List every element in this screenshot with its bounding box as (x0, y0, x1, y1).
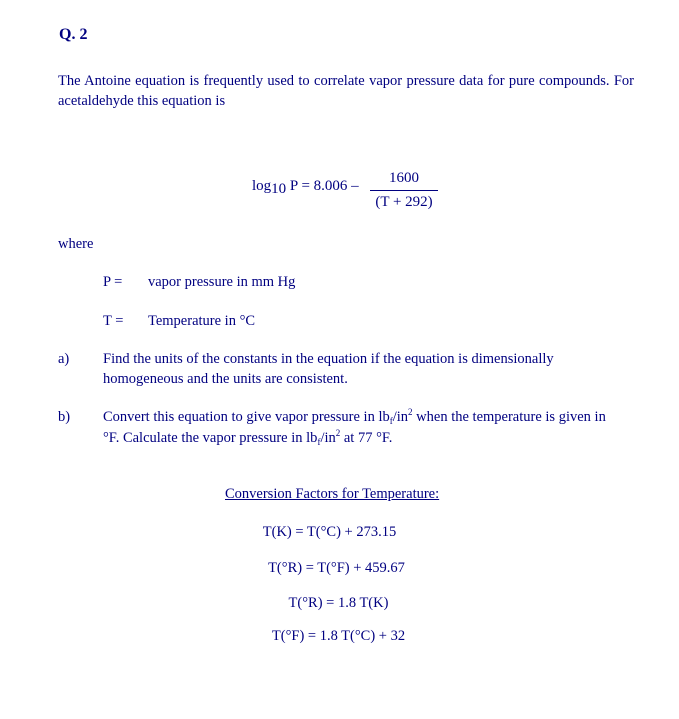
part-b-text: Convert this equation to give vapor pressure in $lb_f/in^2$ when the temperature is given in °F. Calculate the vapor pressure in $lb_f/in^2$ at 77 °F. (103, 407, 606, 447)
fraction-numerator: 1600 (370, 170, 438, 191)
conversion-formula-1: T(K) = T(°C) + 273.15 (262, 524, 397, 540)
conversion-formula-3: T(°R) = 1.8 T(K) (288, 595, 389, 611)
part-b-label: b) (58, 409, 71, 425)
definition-meaning-t: Temperature in °C (148, 313, 256, 329)
part-a-text: Find the units of the constants in the equation if the equation is dimensionally homogeneous and the units are consistent. (103, 351, 554, 387)
definition-meaning-p: vapor pressure in mm Hg (148, 274, 296, 290)
log-text: log (252, 178, 272, 194)
conversion-formula-2: T(°R) = T(°F) + 459.67 (268, 560, 405, 576)
definition-symbol-p: P = (103, 274, 123, 290)
conversion-formula-4: T(°F) = 1.8 T(°C) + 32 (271, 628, 406, 644)
intro-paragraph: The Antoine equation is frequently used to correlate vapor pressure data for pure compounds. For acetaldehyde this equation is (58, 73, 634, 109)
definition-symbol-t: T = (103, 313, 124, 329)
log-base: 10 (271, 181, 287, 197)
equation-rest: P = 8.006 – (286, 178, 359, 194)
equation-lhs (252, 178, 359, 195)
fraction-denominator: (T + 292) (375, 194, 433, 210)
where-label: where (58, 236, 94, 252)
question-label: Q. 2 (59, 26, 88, 43)
equation-fraction (370, 170, 438, 211)
part-a-label: a) (58, 351, 70, 367)
conversion-heading: Conversion Factors for Temperature: (225, 486, 440, 502)
